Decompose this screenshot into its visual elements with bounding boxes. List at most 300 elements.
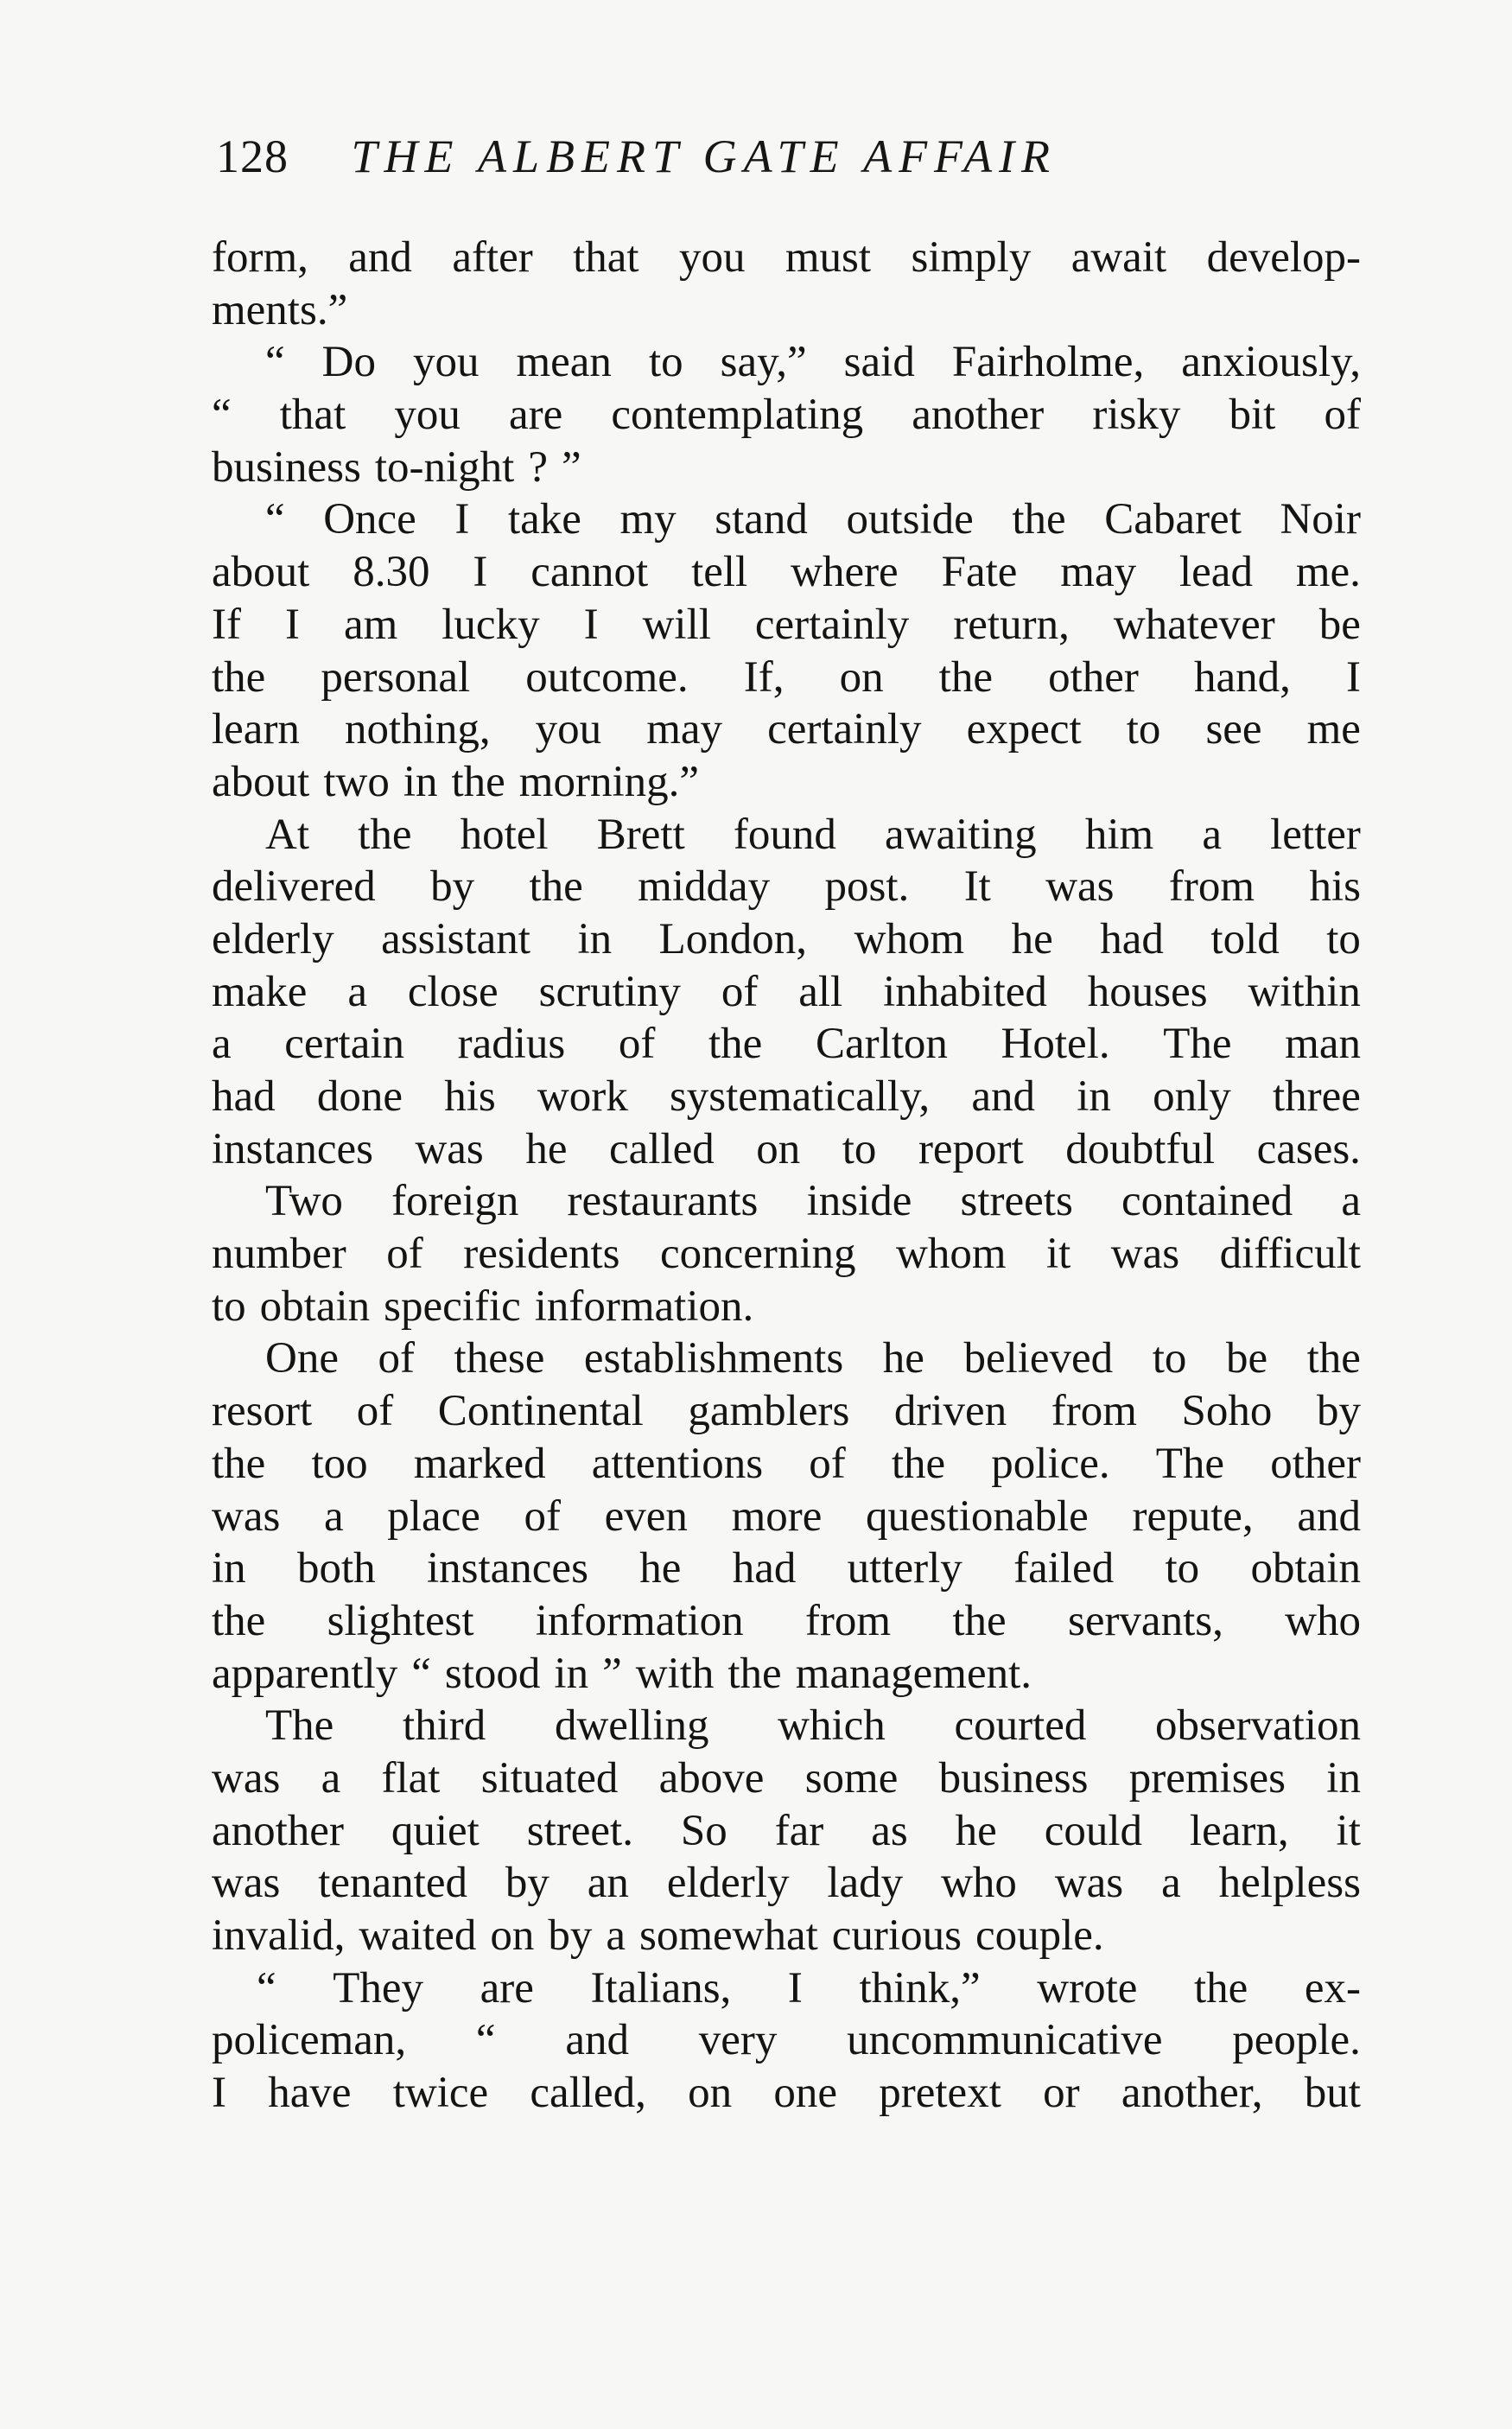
word: mean xyxy=(516,338,612,387)
word: morning.” xyxy=(518,757,700,806)
word: If, xyxy=(743,652,785,702)
text-line xyxy=(212,1648,1361,1701)
word: from xyxy=(804,1596,892,1645)
word: “ xyxy=(475,2016,496,2065)
text-line xyxy=(212,1700,1361,1752)
page-number: 128 xyxy=(216,130,289,182)
word: cases. xyxy=(1256,1124,1361,1173)
word: street. xyxy=(526,1806,633,1855)
word: other xyxy=(1048,652,1139,702)
word: nothing, xyxy=(345,705,491,754)
word: twice xyxy=(392,2069,489,2118)
word: resort xyxy=(212,1387,313,1436)
word: somewhat xyxy=(639,1911,818,1960)
word: observation xyxy=(1155,1701,1361,1751)
word: wrote xyxy=(1037,1963,1138,2013)
word: “ xyxy=(212,391,232,440)
word: the xyxy=(358,810,412,859)
word: him xyxy=(1084,810,1154,859)
text-line xyxy=(212,756,1361,809)
word: a xyxy=(606,1911,626,1960)
word: restaurants xyxy=(567,1177,759,1226)
word: he xyxy=(525,1124,568,1173)
text-line xyxy=(212,809,1361,862)
word: If xyxy=(212,600,241,649)
word: of xyxy=(378,1334,415,1383)
word: his xyxy=(1309,862,1361,912)
word: At xyxy=(265,810,309,859)
word: see xyxy=(1205,705,1262,754)
word: anxiously, xyxy=(1181,338,1361,387)
word: people. xyxy=(1232,2016,1361,2065)
word: on xyxy=(839,652,884,702)
word: Carlton xyxy=(815,1020,948,1069)
text-line xyxy=(212,652,1361,704)
word: in xyxy=(1326,1753,1361,1803)
word: dwelling xyxy=(554,1701,709,1751)
word: assistant xyxy=(381,914,530,963)
text-line xyxy=(212,1385,1361,1438)
word: specific xyxy=(384,1281,521,1331)
word: learn, xyxy=(1189,1806,1289,1855)
word: lead xyxy=(1179,548,1253,597)
word: but xyxy=(1304,2069,1361,2118)
word: inhabited xyxy=(883,967,1047,1016)
text-line xyxy=(212,1542,1361,1595)
text-line xyxy=(212,546,1361,599)
word: far xyxy=(774,1806,824,1855)
word: scrutiny xyxy=(538,967,681,1016)
word: cannot xyxy=(530,548,649,597)
word: it xyxy=(1336,1806,1361,1855)
word: called, xyxy=(530,2069,646,2118)
text-line xyxy=(212,336,1361,389)
word: will xyxy=(642,600,711,649)
word: instances xyxy=(426,1544,588,1593)
word: very xyxy=(698,2016,778,2065)
word: learn xyxy=(212,705,300,754)
word: all xyxy=(798,967,843,1016)
word: that xyxy=(279,391,346,440)
word: houses xyxy=(1087,967,1208,1016)
word: stand xyxy=(715,495,808,544)
word: I xyxy=(1345,652,1361,702)
word: risky xyxy=(1092,391,1181,440)
word: it xyxy=(1045,1230,1071,1279)
word: outside xyxy=(846,495,974,544)
word: servants, xyxy=(1067,1596,1223,1645)
word: about xyxy=(212,757,310,806)
word: develop- xyxy=(1206,233,1361,282)
word: information xyxy=(535,1596,744,1645)
word: expect xyxy=(966,705,1082,754)
word: apparently xyxy=(212,1649,398,1698)
word: the xyxy=(1193,1963,1248,2013)
word: questionable xyxy=(866,1491,1089,1541)
word: invalid, xyxy=(212,1911,346,1960)
word: lucky xyxy=(442,600,540,649)
text-line xyxy=(212,1018,1361,1071)
word: some xyxy=(804,1753,899,1803)
word: doubtful xyxy=(1065,1124,1216,1173)
text-line xyxy=(212,442,1361,494)
word: systematically, xyxy=(669,1072,931,1121)
word: may xyxy=(1060,548,1137,597)
word: the xyxy=(529,862,583,912)
word: to xyxy=(1165,1544,1200,1593)
word: They xyxy=(333,1963,424,2013)
text-line xyxy=(212,2014,1361,2067)
word: above xyxy=(658,1753,765,1803)
word: Fairholme, xyxy=(951,338,1145,387)
word: both xyxy=(296,1544,376,1593)
word: me. xyxy=(1295,548,1361,597)
word: London, xyxy=(658,914,808,963)
word: to xyxy=(1126,705,1161,754)
word: “ xyxy=(265,338,285,387)
word: The xyxy=(1155,1439,1225,1488)
word: you xyxy=(412,338,480,387)
word: ” xyxy=(562,442,581,492)
word: uncommunicative xyxy=(847,2016,1163,2065)
text-line xyxy=(212,1175,1361,1228)
word: another, xyxy=(1121,2069,1263,2118)
word: called xyxy=(608,1124,715,1173)
word: bit xyxy=(1229,391,1276,440)
word: to xyxy=(842,1124,877,1173)
word: midday xyxy=(638,862,771,912)
text-line xyxy=(212,1805,1361,1858)
word: business xyxy=(938,1753,1089,1803)
word: he xyxy=(882,1334,924,1383)
word: was xyxy=(212,1491,281,1541)
word: and xyxy=(971,1072,1035,1121)
word: stood xyxy=(444,1649,541,1698)
text-line xyxy=(212,913,1361,966)
word: could xyxy=(1044,1806,1142,1855)
word: I xyxy=(787,1963,803,2013)
word: courted xyxy=(954,1701,1087,1751)
text-line xyxy=(212,1332,1361,1385)
word: a xyxy=(1202,810,1222,859)
word: certainly xyxy=(754,600,910,649)
word: police. xyxy=(991,1439,1110,1488)
word: Noir xyxy=(1280,495,1361,544)
word: delivered xyxy=(212,862,376,912)
word: two xyxy=(323,757,390,806)
word: certain xyxy=(284,1020,404,1069)
word: The xyxy=(265,1701,334,1751)
word: awaiting xyxy=(885,810,1037,859)
word: inside xyxy=(806,1177,912,1226)
word: elderly xyxy=(212,914,334,963)
word: or xyxy=(1043,2069,1080,2118)
word: report xyxy=(918,1124,1024,1173)
word: done xyxy=(316,1072,403,1121)
word: on xyxy=(756,1124,801,1173)
word: whatever xyxy=(1113,600,1275,649)
word: take xyxy=(507,495,581,544)
word: business xyxy=(212,442,361,492)
word: he xyxy=(955,1806,997,1855)
word: utterly xyxy=(847,1544,962,1593)
word: form, xyxy=(212,233,308,282)
word: number xyxy=(212,1230,346,1279)
word: you xyxy=(679,233,746,282)
word: flat xyxy=(381,1753,441,1803)
word: I xyxy=(473,548,488,597)
text-line xyxy=(212,389,1361,442)
word: in xyxy=(577,914,613,963)
word: Fate xyxy=(941,548,1018,597)
word: the xyxy=(212,1596,266,1645)
word: an xyxy=(587,1859,629,1908)
word: of xyxy=(809,1439,846,1488)
word: and xyxy=(1297,1491,1361,1541)
text-line xyxy=(212,284,1361,337)
word: to xyxy=(212,1281,246,1331)
word: a xyxy=(323,1491,344,1541)
text-line xyxy=(212,493,1361,546)
word: of xyxy=(356,1387,394,1436)
text-line xyxy=(212,1962,1361,2015)
word: concerning xyxy=(659,1230,856,1279)
word: Cabaret xyxy=(1104,495,1242,544)
word: certainly xyxy=(767,705,922,754)
word: management. xyxy=(795,1649,1032,1698)
word: So xyxy=(680,1806,727,1855)
word: by xyxy=(1317,1387,1361,1436)
word: streets xyxy=(960,1177,1073,1226)
word: must xyxy=(785,233,872,282)
text-line xyxy=(212,1910,1361,1962)
text-line xyxy=(212,966,1361,1019)
word: attentions xyxy=(591,1439,764,1488)
word: you xyxy=(394,391,461,440)
word: It xyxy=(963,862,991,912)
word: One xyxy=(265,1334,339,1383)
word: found xyxy=(733,810,836,859)
word: have xyxy=(268,2069,352,2118)
word: me xyxy=(1306,705,1361,754)
word: pretext xyxy=(879,2069,1001,2118)
word: only xyxy=(1153,1072,1231,1121)
text-line xyxy=(212,1071,1361,1123)
word: to-night xyxy=(374,442,515,492)
word: contained xyxy=(1121,1177,1293,1226)
text-line xyxy=(212,1123,1361,1176)
word: he xyxy=(639,1544,682,1593)
word: whom xyxy=(854,914,965,963)
word: a xyxy=(1161,1859,1181,1908)
word: return, xyxy=(953,600,1070,649)
body-text xyxy=(212,232,1361,2120)
word: one xyxy=(773,2069,838,2118)
word: I xyxy=(583,600,599,649)
word: even xyxy=(604,1491,688,1541)
word: was xyxy=(1054,1859,1124,1908)
word: I xyxy=(212,2069,226,2118)
word: helpless xyxy=(1218,1859,1361,1908)
word: of xyxy=(524,1491,561,1541)
word: believed xyxy=(963,1334,1114,1383)
word: slightest xyxy=(327,1596,474,1645)
text-line xyxy=(212,1857,1361,1910)
text-line xyxy=(212,1752,1361,1805)
word: await xyxy=(1070,233,1167,282)
word: had xyxy=(212,1072,276,1121)
word: told xyxy=(1210,914,1280,963)
word: the xyxy=(727,1649,782,1698)
word: couple. xyxy=(975,1911,1104,1960)
word: gamblers xyxy=(688,1387,850,1436)
text-line xyxy=(212,1491,1361,1543)
word: Do xyxy=(321,338,376,387)
word: in xyxy=(212,1544,246,1593)
word: Continental xyxy=(437,1387,644,1436)
word: driven xyxy=(893,1387,1007,1436)
word: hand, xyxy=(1193,652,1291,702)
word: ments.” xyxy=(212,285,348,334)
word: of xyxy=(721,967,759,1016)
word: say,” xyxy=(720,338,807,387)
text-line xyxy=(212,2067,1361,2120)
word: are xyxy=(509,391,563,440)
word: Once xyxy=(323,495,416,544)
word: contemplating xyxy=(611,391,864,440)
word: “ xyxy=(257,1963,276,2013)
word: more xyxy=(731,1491,823,1541)
word: by xyxy=(548,1911,593,1960)
word: who xyxy=(941,1859,1017,1908)
word: Brett xyxy=(596,810,685,859)
text-line xyxy=(212,703,1361,756)
word: “ xyxy=(411,1649,431,1698)
word: are xyxy=(480,1963,534,2013)
word: other xyxy=(1270,1439,1361,1488)
running-header xyxy=(216,130,1356,183)
word: by xyxy=(430,862,475,912)
word: within xyxy=(1248,967,1361,1016)
word: the xyxy=(1012,495,1066,544)
word: a xyxy=(321,1753,341,1803)
word: marked xyxy=(413,1439,546,1488)
word: had xyxy=(732,1544,797,1593)
text-line xyxy=(212,1438,1361,1491)
word: The xyxy=(1163,1020,1232,1069)
word: you xyxy=(535,705,602,754)
word: establishments xyxy=(583,1334,844,1383)
word: outcome. xyxy=(525,652,689,702)
word: in xyxy=(1077,1072,1111,1121)
word: Soho xyxy=(1181,1387,1273,1436)
word: in xyxy=(403,757,438,806)
word: of xyxy=(1324,391,1361,440)
word: from xyxy=(1168,862,1255,912)
word: the xyxy=(952,1596,1007,1645)
word: three xyxy=(1272,1072,1361,1121)
word: which xyxy=(778,1701,886,1751)
word: repute, xyxy=(1132,1491,1254,1541)
word: be xyxy=(1318,600,1361,649)
word: 8.30 xyxy=(353,548,430,597)
word: think,” xyxy=(859,1963,981,2013)
word: about xyxy=(212,548,310,597)
word: of xyxy=(386,1230,423,1279)
word: information. xyxy=(534,1281,754,1331)
word: who xyxy=(1285,1596,1361,1645)
word: Two xyxy=(265,1177,343,1226)
word: instances xyxy=(212,1124,373,1173)
word: his xyxy=(444,1072,496,1121)
word: was xyxy=(212,1753,281,1803)
word: ? xyxy=(528,442,548,492)
word: be xyxy=(1225,1334,1268,1383)
word: failed xyxy=(1013,1544,1115,1593)
word: obtain xyxy=(1250,1544,1361,1593)
word: may xyxy=(646,705,723,754)
word: am xyxy=(343,600,398,649)
word: make xyxy=(212,967,308,1016)
word: that xyxy=(573,233,639,282)
text-line xyxy=(212,232,1361,284)
word: was xyxy=(1110,1230,1180,1279)
word: had xyxy=(1100,914,1164,963)
text-line xyxy=(212,1228,1361,1281)
word: personal xyxy=(321,652,471,702)
word: my xyxy=(619,495,677,544)
word: the xyxy=(891,1439,946,1488)
word: with xyxy=(635,1649,715,1698)
word: of xyxy=(618,1020,656,1069)
word: post. xyxy=(824,862,910,912)
word: the xyxy=(451,757,505,806)
word: work xyxy=(537,1072,628,1121)
word: quiet xyxy=(391,1806,480,1855)
text-line xyxy=(212,599,1361,652)
word: curious xyxy=(831,1911,962,1960)
word: he xyxy=(1011,914,1053,963)
word: another xyxy=(912,391,1045,440)
word: ex- xyxy=(1304,1963,1361,2013)
word: close xyxy=(407,967,499,1016)
word: a xyxy=(1341,1177,1361,1226)
word: foreign xyxy=(391,1177,519,1226)
word: I xyxy=(284,600,300,649)
word: waited xyxy=(359,1911,477,1960)
word: difficult xyxy=(1219,1230,1361,1279)
word: lady xyxy=(827,1859,904,1908)
word: the xyxy=(938,652,993,702)
word: in xyxy=(554,1649,589,1698)
word: to xyxy=(1152,1334,1187,1383)
word: ” xyxy=(602,1649,622,1698)
word: the xyxy=(212,652,266,702)
word: a xyxy=(212,1020,232,1069)
word: by xyxy=(505,1859,550,1908)
word: tenanted xyxy=(318,1859,467,1908)
word: policeman, xyxy=(212,2016,407,2065)
running-title: THE ALBERT GATE AFFAIR xyxy=(351,130,1058,182)
word: on xyxy=(688,2069,733,2118)
word: after xyxy=(452,233,533,282)
text-line xyxy=(212,1595,1361,1648)
word: obtain xyxy=(259,1281,371,1331)
word: the xyxy=(708,1020,763,1069)
word: third xyxy=(402,1701,486,1751)
text-line xyxy=(212,1281,1361,1333)
text-line xyxy=(212,861,1361,913)
